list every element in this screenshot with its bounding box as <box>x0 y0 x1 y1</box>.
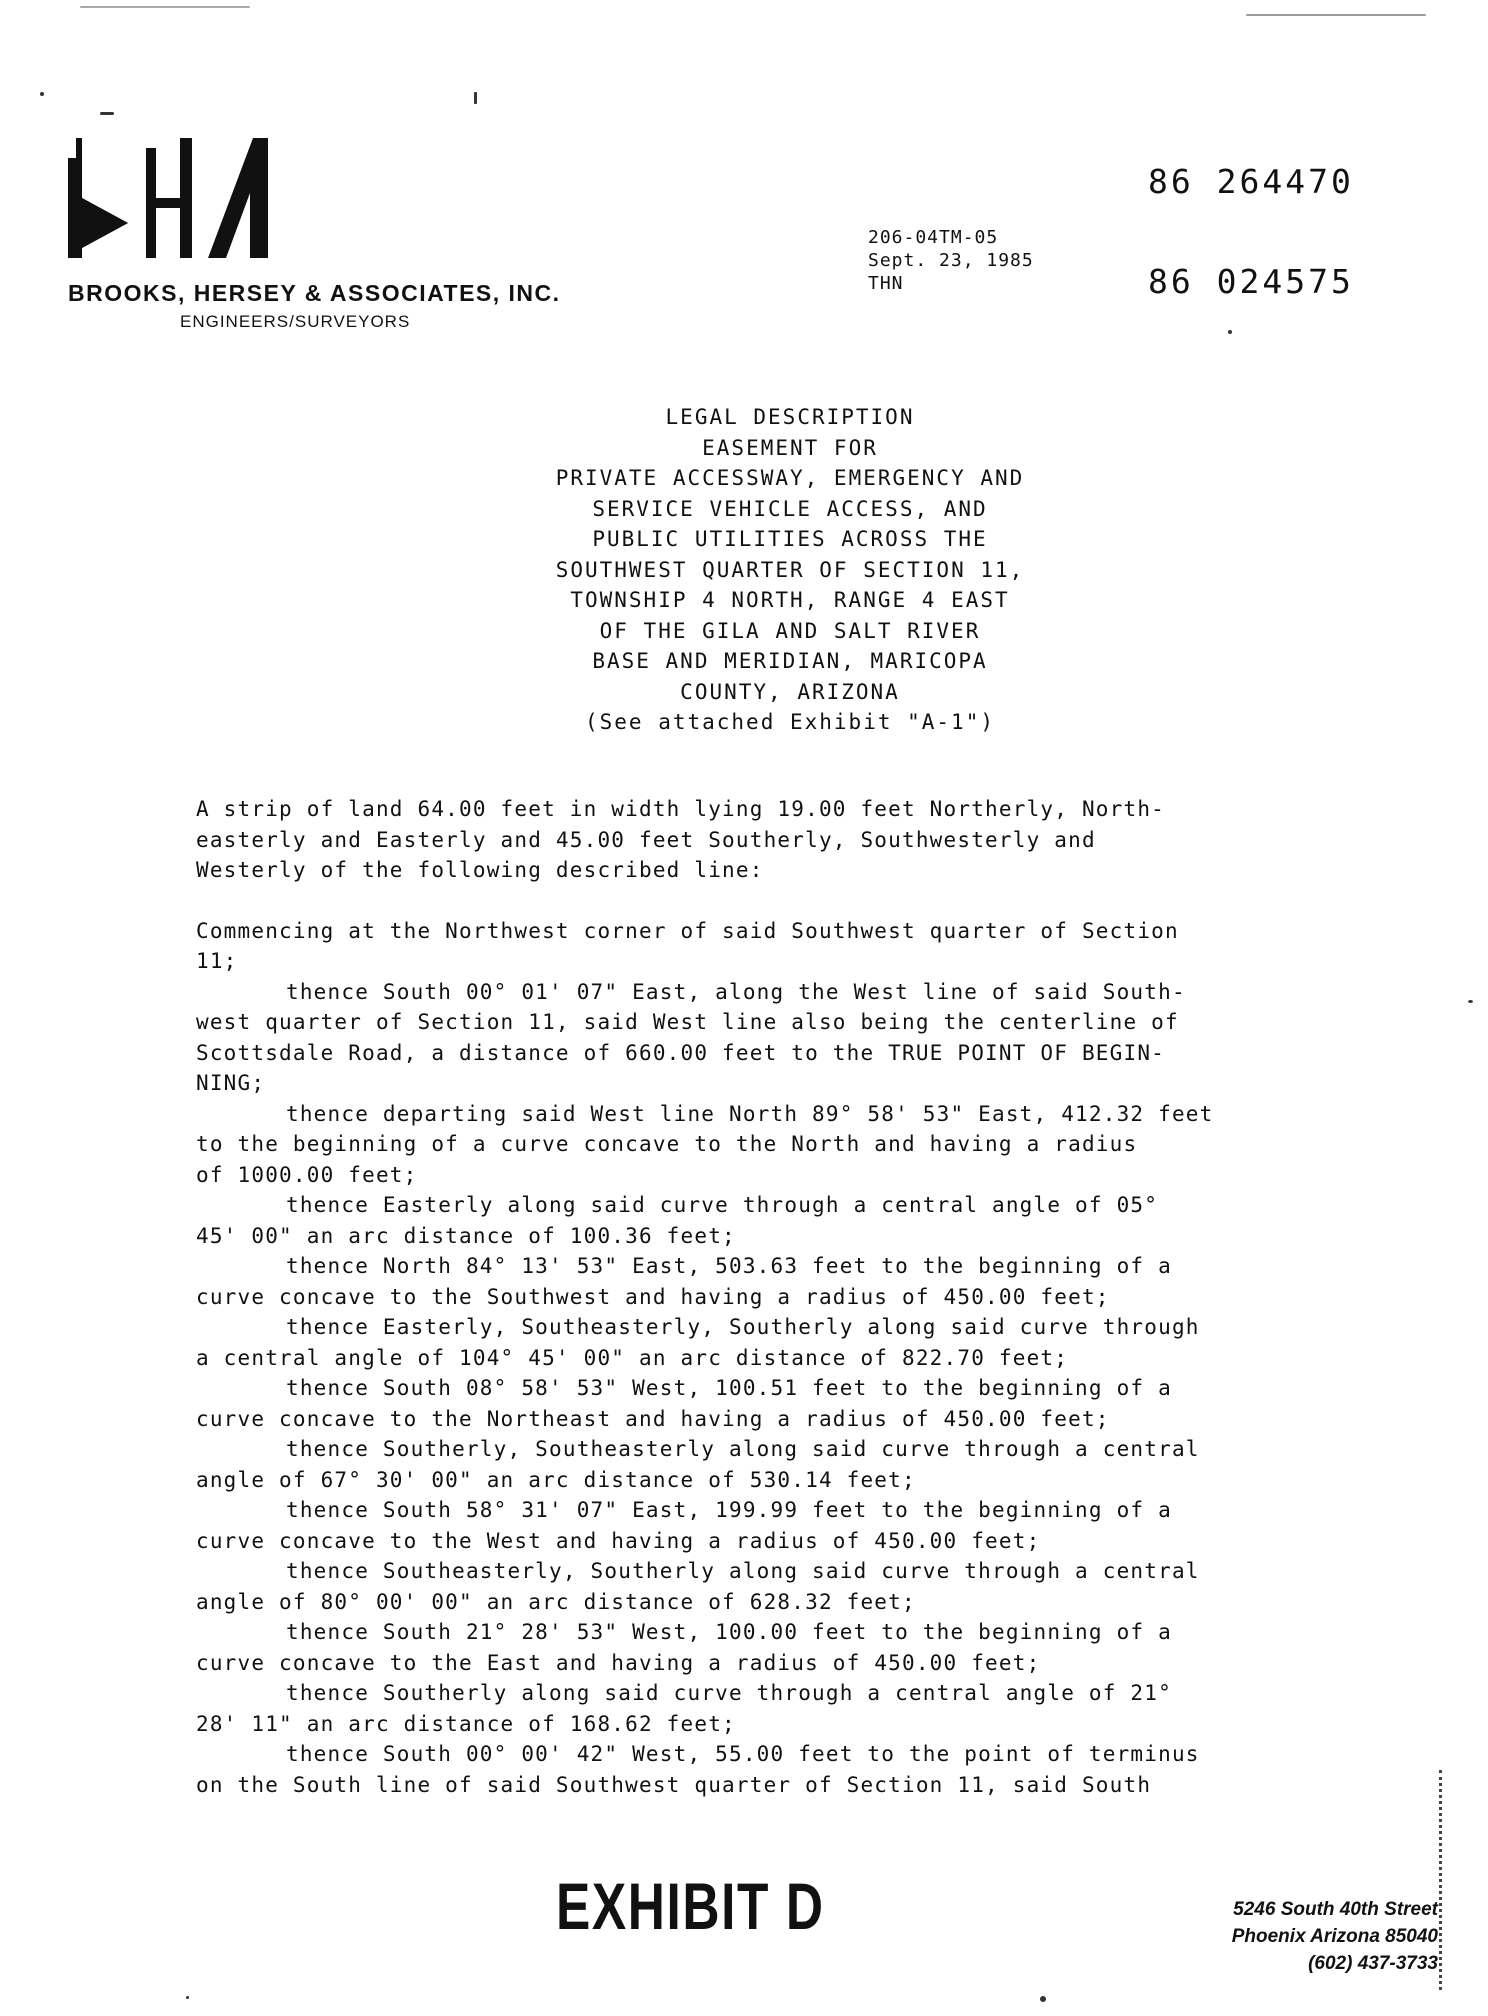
company-name: BROOKS, HERSEY & ASSOCIATES, INC. <box>68 280 561 306</box>
body-text-line: NING; <box>196 1071 266 1095</box>
company-address <box>1108 1896 1438 1977</box>
scan-speck <box>80 6 250 8</box>
body-text-line: Commencing at the Northwest corner of said Southwest quarter of Section <box>196 918 1179 943</box>
body-text-line: thence South 21° 28' 53" West, 100.00 feet to the beginning of a <box>286 1620 1172 1644</box>
document-date: Sept. 23, 1985 <box>868 250 1034 271</box>
body-text-line: angle of 67° 30' 00" an arc distance of 530.14 feet; <box>196 1467 916 1492</box>
title-line: TOWNSHIP 4 NORTH, RANGE 4 EAST <box>570 588 1010 612</box>
body-text-line: curve concave to the East and having a radius of 450.00 feet; <box>196 1650 1041 1675</box>
body-text-line: 11; <box>196 949 238 973</box>
title-line: BASE AND MERIDIAN, MARICOPA <box>592 649 988 673</box>
body-text-line: thence Southerly along said curve through a central angle of 21° <box>286 1681 1172 1705</box>
body-text-line: thence Easterly, Southeasterly, Southerly along said curve through <box>286 1315 1200 1339</box>
scan-edge-artifact <box>1435 1770 1442 1990</box>
legal-description-body <box>196 794 1352 1800</box>
company-subtitle: ENGINEERS/SURVEYORS <box>180 312 411 331</box>
bha-logo-icon <box>68 138 268 258</box>
title-line: PRIVATE ACCESSWAY, EMERGENCY AND <box>555 466 1025 490</box>
title-line: (See attached Exhibit "A-1") <box>584 710 995 734</box>
author-initials: THN <box>868 273 904 294</box>
body-text-line: easterly and Easterly and 45.00 feet Southerly, Southwesterly and <box>196 827 1096 852</box>
scan-speck <box>1246 14 1426 16</box>
body-text-line: Westerly of the following described line: <box>196 858 764 882</box>
body-text-line: curve concave to the West and having a radius of 450.00 feet; <box>196 1528 1041 1553</box>
scan-speck <box>474 92 477 104</box>
title-line: COUNTY, ARIZONA <box>680 679 900 704</box>
body-text-line: thence South 00° 00' 42" West, 55.00 feet to the point of terminus <box>286 1742 1200 1766</box>
body-text-line: thence Easterly along said curve through a central angle of 05° <box>286 1193 1159 1217</box>
paragraph-gap <box>196 886 1352 916</box>
recording-number-second: 86 024575 <box>1148 262 1354 301</box>
body-text-line: 45' 00" an arc distance of 100.36 feet; <box>196 1223 736 1248</box>
body-text-line: thence South 08° 58' 53" West, 100.51 feet to the beginning of a <box>286 1376 1172 1400</box>
title-line: OF THE GILA AND SALT RIVER <box>599 618 981 643</box>
body-text-line: thence Southerly, Southeasterly along said curve through a central <box>286 1437 1200 1461</box>
legal-description-title <box>440 402 1140 738</box>
scan-speck <box>40 92 44 96</box>
body-text-line: of 1000.00 feet; <box>196 1162 418 1187</box>
scan-speck <box>1228 330 1232 334</box>
title-line: SERVICE VEHICLE ACCESS, AND <box>592 496 988 521</box>
body-text-line: Scottsdale Road, a distance of 660.00 feet to the TRUE POINT OF BEGIN- <box>196 1040 1166 1065</box>
reference-block <box>868 226 1034 295</box>
body-text-line: thence South 58° 31' 07" East, 199.99 feet to the beginning of a <box>286 1498 1172 1522</box>
address-phone: (602) 437-3733 <box>1308 1953 1438 1974</box>
job-number: 206-04TM-05 <box>868 227 999 248</box>
recording-number-first: 86 264470 <box>1148 162 1354 201</box>
body-text-line: A strip of land 64.00 feet in width lying 19.00 feet Northerly, North- <box>196 797 1166 821</box>
title-line: PUBLIC UTILITIES ACROSS THE <box>592 527 988 551</box>
address-street: 5246 South 40th Street <box>1233 1899 1438 1920</box>
body-text-line: a central angle of 104° 45' 00" an arc distance of 822.70 feet; <box>196 1345 1069 1370</box>
body-text-line: to the beginning of a curve concave to the North and having a radius <box>196 1132 1138 1156</box>
title-line: LEGAL DESCRIPTION <box>665 405 915 429</box>
body-text-line: 28' 11" an arc distance of 168.62 feet; <box>196 1711 736 1736</box>
body-text-line: thence South 00° 01' 07" East, along the West line of said South- <box>286 979 1186 1004</box>
scan-speck <box>186 1996 189 1999</box>
body-text-line: west quarter of Section 11, said West line also being the centerline of <box>196 1010 1179 1034</box>
scan-speck <box>100 112 114 115</box>
title-line: SOUTHWEST QUARTER OF SECTION 11, <box>555 557 1025 582</box>
scan-speck <box>1040 1996 1046 2002</box>
body-text-line: angle of 80° 00' 00" an arc distance of 628.32 feet; <box>196 1589 916 1614</box>
exhibit-stamp: EXHIBIT D <box>556 1869 825 1943</box>
address-city: Phoenix Arizona 85040 <box>1231 1926 1438 1947</box>
body-text-line: on the South line of said Southwest quarter of Section 11, said South <box>196 1772 1152 1797</box>
body-text-line: curve concave to the Southwest and having a radius of 450.00 feet; <box>196 1284 1110 1309</box>
title-line: EASEMENT FOR <box>702 435 878 460</box>
body-text-line: thence Southeasterly, Southerly along said curve through a central <box>286 1559 1200 1583</box>
scan-speck <box>1468 1000 1473 1003</box>
body-text-line: thence departing said West line North 89° 58' 53" East, 412.32 feet <box>286 1101 1214 1126</box>
body-text-line: curve concave to the Northeast and having a radius of 450.00 feet; <box>196 1406 1110 1431</box>
body-text-line: thence North 84° 13' 53" East, 503.63 feet to the beginning of a <box>286 1254 1172 1278</box>
